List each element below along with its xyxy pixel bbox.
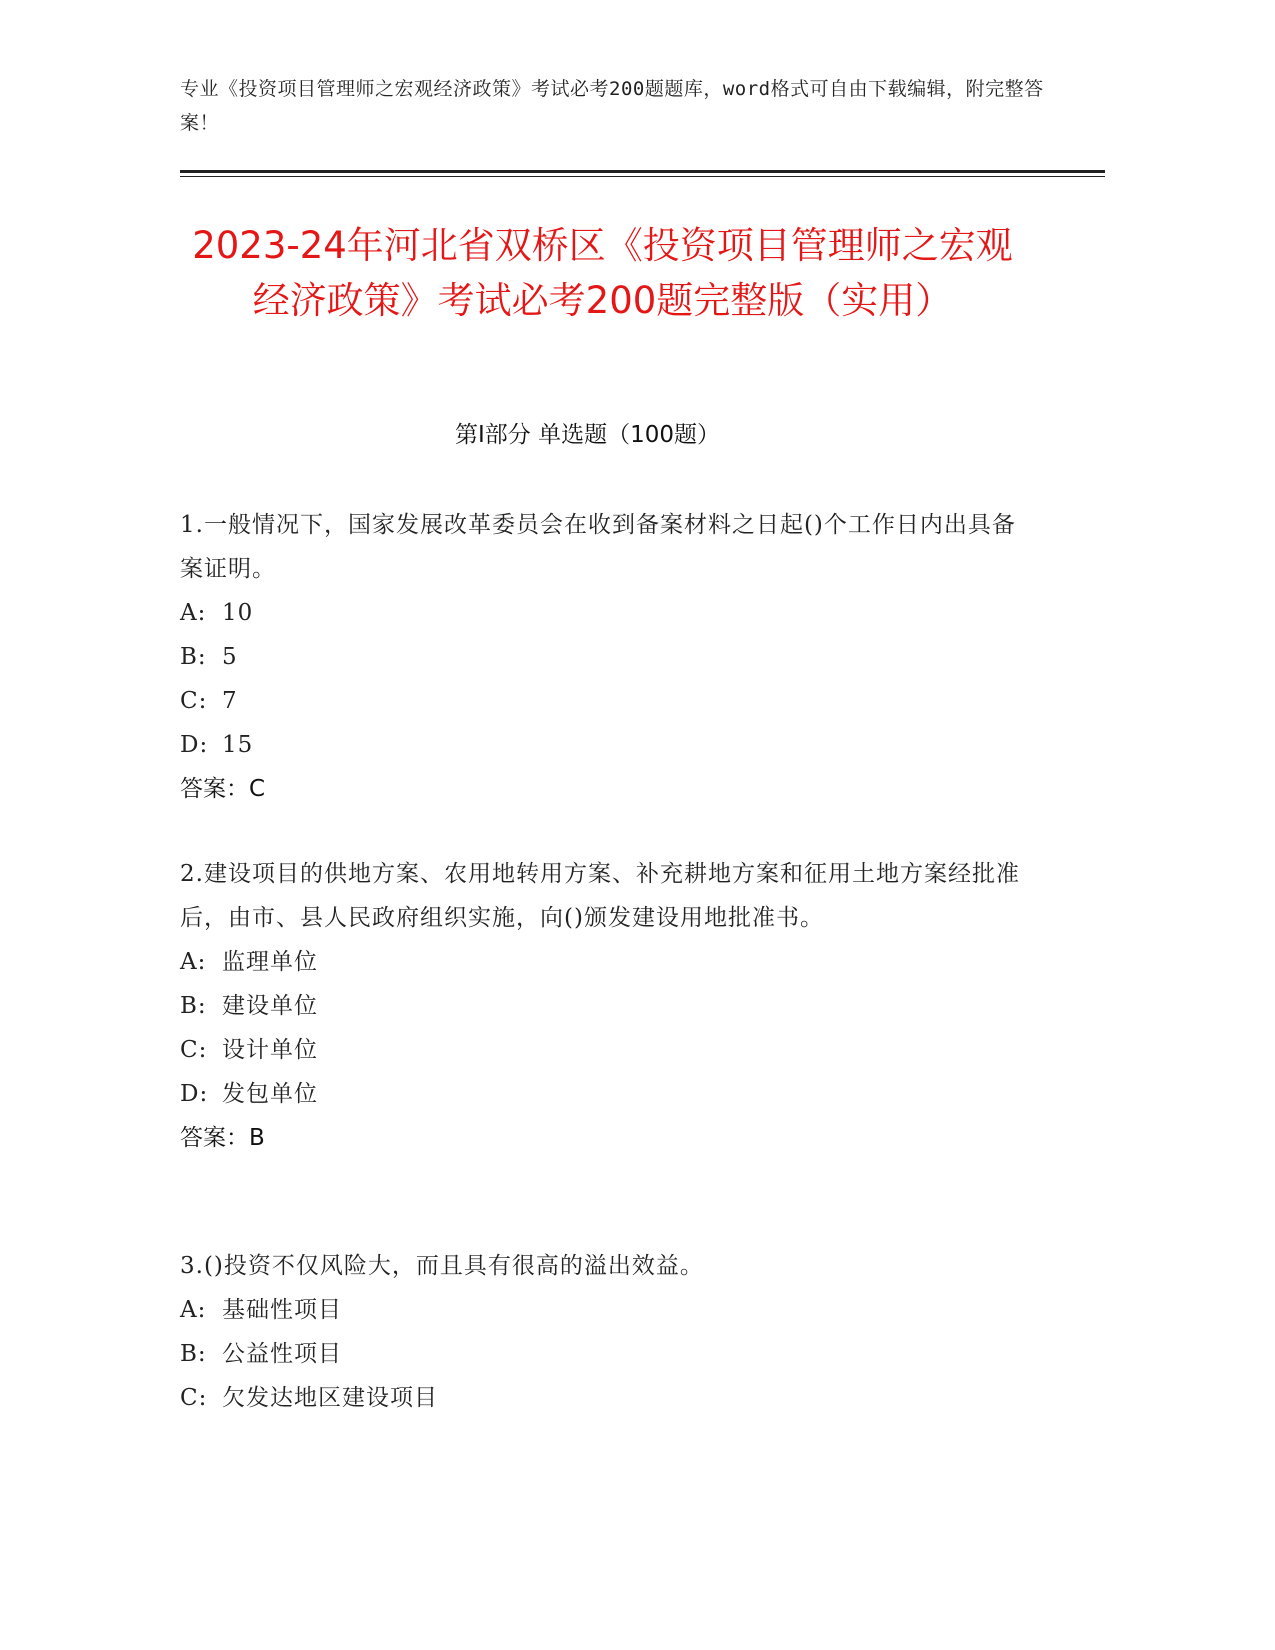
option-text: 7 <box>222 688 238 714</box>
option-text: 基础性项目 <box>222 1297 342 1323</box>
option-text: 建设单位 <box>222 993 318 1019</box>
option-key: A: <box>180 949 207 975</box>
section-title: 第Ⅰ部分 单选题（100题） <box>455 422 720 448</box>
option-text: 公益性项目 <box>222 1341 342 1367</box>
option-key: D: <box>180 1081 209 1107</box>
option-d <box>180 723 1020 767</box>
option-text: 15 <box>222 732 254 758</box>
header-rule-thin <box>180 176 1105 177</box>
question-stem: 2.建设项目的供地方案、农用地转用方案、补充耕地方案和征用土地方案经批准后，由市、县人民政府组织实施，向()颁发建设用地批准书。 <box>180 861 1020 931</box>
option-b <box>180 1332 1020 1376</box>
option-a <box>180 591 1020 635</box>
option-key: A: <box>180 600 207 626</box>
document-title: 2023-24年河北省双桥区《投资项目管理师之宏观经济政策》考试必考200题完整版（实用） <box>192 224 1013 322</box>
question-stem: 1.一般情况下，国家发展改革委员会在收到备案材料之日起()个工作日内出具备案证明。 <box>180 512 1016 582</box>
option-text: 欠发达地区建设项目 <box>222 1385 438 1411</box>
option-b <box>180 635 1020 679</box>
option-text: 监理单位 <box>222 949 318 975</box>
option-key: D: <box>180 732 209 758</box>
option-key: A: <box>180 1297 207 1323</box>
option-key: C: <box>180 1385 208 1411</box>
option-text: 5 <box>222 644 238 670</box>
option-c <box>180 679 1020 723</box>
option-text: 发包单位 <box>222 1081 318 1107</box>
question-2 <box>180 852 1020 1160</box>
question-answer: 答案：B <box>180 1125 265 1151</box>
option-a <box>180 1288 1020 1332</box>
question-stem: 3.()投资不仅风险大，而且具有很高的溢出效益。 <box>180 1253 704 1279</box>
option-c <box>180 1376 1020 1420</box>
option-b <box>180 984 1020 1028</box>
option-a <box>180 940 1020 984</box>
option-key: C: <box>180 1037 208 1063</box>
option-c <box>180 1028 1020 1072</box>
option-text: 10 <box>222 600 254 626</box>
option-key: B: <box>180 644 207 670</box>
option-d <box>180 1072 1020 1116</box>
question-answer: 答案：C <box>180 776 266 802</box>
option-key: B: <box>180 1341 207 1367</box>
option-text: 设计单位 <box>222 1037 318 1063</box>
header-note: 专业《投资项目管理师之宏观经济政策》考试必考200题题库，word格式可自由下载编辑，附完整答案！ <box>180 78 1044 134</box>
question-3 <box>180 1244 1020 1420</box>
header-rule-thick <box>180 170 1105 173</box>
option-key: C: <box>180 688 208 714</box>
question-1 <box>180 503 1020 811</box>
option-key: B: <box>180 993 207 1019</box>
